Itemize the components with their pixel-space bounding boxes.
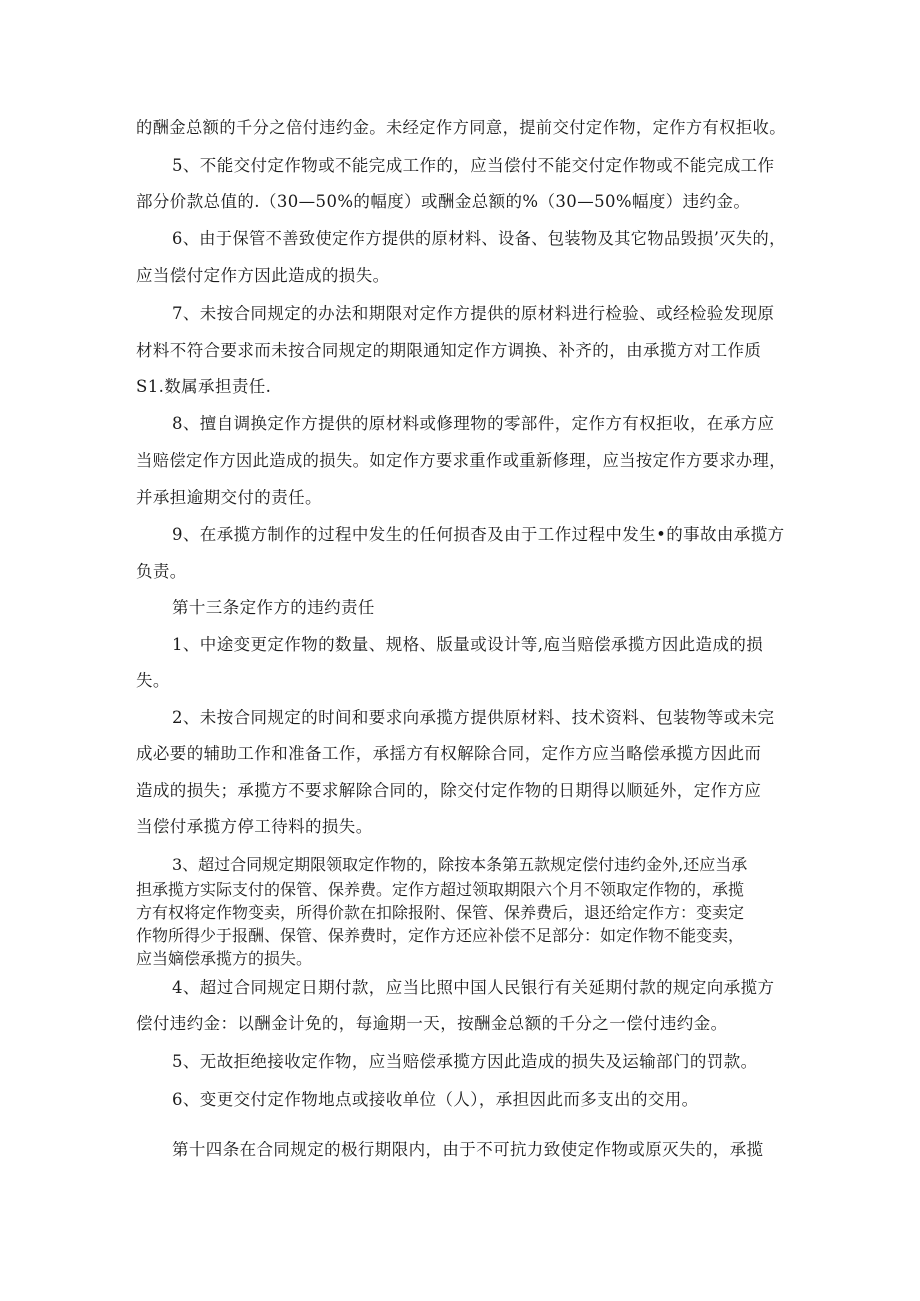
text-line: 5、无故拒绝接收定作物，应当赔偿承揽方因此造成的损失及运输部门的罚款。: [172, 1052, 758, 1071]
text-line: 2、未按合同规定的时间和要求向承揽方提供原材料、技术资料、包装物等或未完: [172, 708, 775, 727]
text-line: 4、超过合同规定日期付款，应当比照中国人民银行有关延期付款的规定向承揽方: [172, 978, 775, 997]
text-line: 方有权将定作物变卖，所得价款在扣除报附、保管、保养费后，退还给定作方：变卖定: [136, 903, 745, 922]
text-line: 偿付违约金：以酬金计免的，每逾期一天，按酬金总额的千分之一偿付违约金。: [136, 1014, 728, 1033]
text-line: 1、中途变更定作物的数量、规格、版量或设计等,庖当赔偿承揽方因此造成的损: [172, 635, 764, 654]
text-line: 应当嫡偿承揽方的损失。: [136, 949, 313, 968]
text-line: 成必要的辅助工作和准备工作，承揺方有权解除合同，定作方应当略偿承揽方因此而: [136, 744, 762, 763]
text-line: 9、在承揽方制作的过程中发生的任何损杳及由于工作过程中发生•的事故由承揽方: [172, 525, 785, 544]
section-heading: 第十四条在合同规定的极行期限内，由于不可抗力致使定作物或原灭失的，承揽: [172, 1140, 764, 1159]
section-heading: 第十三条定作方的违约责任: [172, 598, 375, 617]
text-line: 当偿付承揽方停工待料的损失。: [136, 817, 373, 836]
text-line: 6、变更交付定作物地点或接收单位（人），承担因此而多支出的交用。: [172, 1090, 699, 1109]
text-line: 担承揽方实际支付的保管、保养费。定作方超过领取期限六个月不领取定作物的，承揽: [136, 880, 745, 899]
text-line: 材料不符合要求而未按合同规定的期限通知定作方调换、补齐的，由承揽方对工作质: [136, 341, 762, 360]
text-line: 8、擅自调换定作方提供的原材料或修理物的零部件，定作方有权拒收，在承方应: [172, 414, 775, 433]
text-line: 应当偿付定作方因此造成的损失。: [136, 266, 390, 285]
text-line: 造成的损失；承揽方不要求解除合同的，除交付定作物的日期得以顺延外，定作方应: [136, 781, 762, 800]
text-line: 并承担逾期交付的责任。: [136, 488, 322, 507]
text-line: 当赔偿定作方因此造成的损失。如定作方要求重作或重新修理，应当按定作方要求办理，: [136, 451, 786, 470]
text-line: 的酬金总额的千分之倍付违约金。未经定作方同意，提前交付定作物，定作方有权拒收。: [136, 118, 786, 137]
text-line: 部分价款总值的.（30—50%的幅度）或酬金总额的%（30—50%幅度）违约金。: [136, 192, 751, 211]
text-line: 6、由于保管不善致使定作方提供的原材料、设备、包装物及其它物品毁损’灭失的，: [172, 229, 786, 248]
text-line: S1.数属承担责任.: [136, 377, 272, 396]
text-line: 失。: [136, 671, 170, 690]
text-line: 7、未按合同规定的办法和期限对定作方提供的原材料进行检验、或经检验发现原: [172, 304, 775, 323]
text-line: 作物所得少于报酬、保管、保养费时，定作方还应补偿不足部分：如定作物不能变卖，: [136, 926, 745, 945]
text-line: 5、不能交付定作物或不能完成工作的，应当偿付不能交付定作物或不能完成工作: [172, 156, 775, 175]
text-line: 负责。: [136, 562, 187, 581]
text-line: 3、超过合同规定期限领取定作物的，除按本条第五款规定偿付违约金外,还应当承: [172, 855, 748, 874]
